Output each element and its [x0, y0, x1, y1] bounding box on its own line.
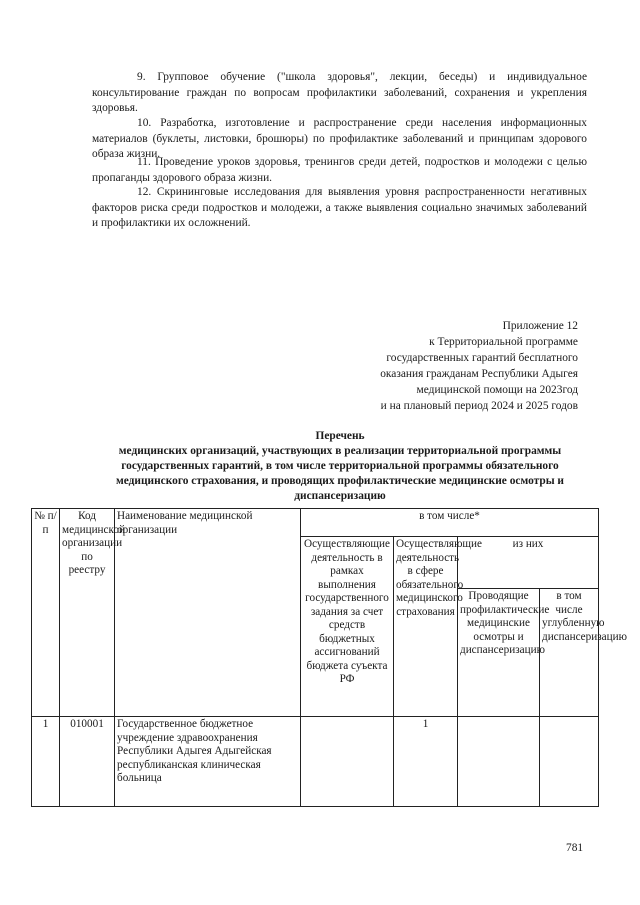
header-num: № п/п: [32, 509, 60, 717]
organizations-table: [31, 508, 627, 807]
header-name: Наименование медицинской организации: [115, 509, 301, 717]
cell-prof: [458, 717, 540, 807]
annex-line: к Территориальной программе: [429, 336, 578, 348]
header-of-them: из них: [458, 537, 599, 589]
page-number: 781: [566, 842, 584, 854]
header-oms: Осуществляющие деятельность в сфере обязательного медицинского страхования: [394, 537, 458, 717]
cell-name: Государственное бюджетное учреждение здравоохранения Республики Адыгея Адыгейская республиканская клиническая больница: [115, 717, 301, 807]
annex-line: оказания гражданам Республики Адыгея: [380, 368, 578, 380]
header-prof: Проводящие профилактические медицинские осмотры и диспансеризацию: [458, 589, 540, 717]
document-subtitle: медицинских организаций, участвующих в реализации территориальной программы государственных гарантий, в том числе территориальной программы обязательного медицинского страхования, и проводящих профилактические медицинские осмотры и диспансеризацию: [116, 445, 564, 502]
cell-budget: [301, 717, 394, 807]
header-deep: в том числе углубленную диспансеризацию: [540, 589, 599, 717]
header-code: Код медицинской организации по реестру: [60, 509, 115, 717]
paragraph-11: 11. Проведение уроков здоровья, тренингов среди детей, подростков и молодежи с целью пропаганды здорового образа жизни.: [92, 156, 587, 184]
cell-deep: [540, 717, 599, 807]
paragraph-9: 9. Групповое обучение ("школа здоровья", лекции, беседы) и индивидуальное консультирование граждан по вопросам профилактики заболеваний, сохранения и укрепления здоровья.: [92, 71, 587, 114]
header-budget: Осуществляющие деятельность в рамках выполнения государственного задания за счет средств бюджетных ассигнований бюджета суъекта РФ: [301, 537, 394, 717]
paragraph-10: 10. Разработка, изготовление и распространение среди населения информационных материалов (буклеты, листовки, брошюры) по профилактике заболеваний и принципам здорового образа жизни.: [92, 117, 587, 160]
annex-header: [278, 318, 578, 414]
annex-line: и на плановый период 2024 и 2025 годов: [380, 400, 578, 412]
annex-line: государственных гарантий бесплатного: [386, 352, 578, 364]
cell-num: 1: [32, 717, 60, 807]
document-title: Перечень: [315, 430, 365, 442]
cell-oms: 1: [394, 717, 458, 807]
table-row: [32, 717, 599, 807]
cell-code: 010001: [60, 717, 115, 807]
header-including: в том числе*: [301, 509, 599, 537]
annex-line: медицинской помощи на 2023год: [416, 384, 578, 396]
annex-line: Приложение 12: [502, 320, 578, 332]
paragraph-12: 12. Скрининговые исследования для выявления уровня распространенности негативных факторов риска среди подростков и молодежи, а также выявления социально значимых заболеваний и профилактики их осложнений.: [92, 186, 587, 229]
